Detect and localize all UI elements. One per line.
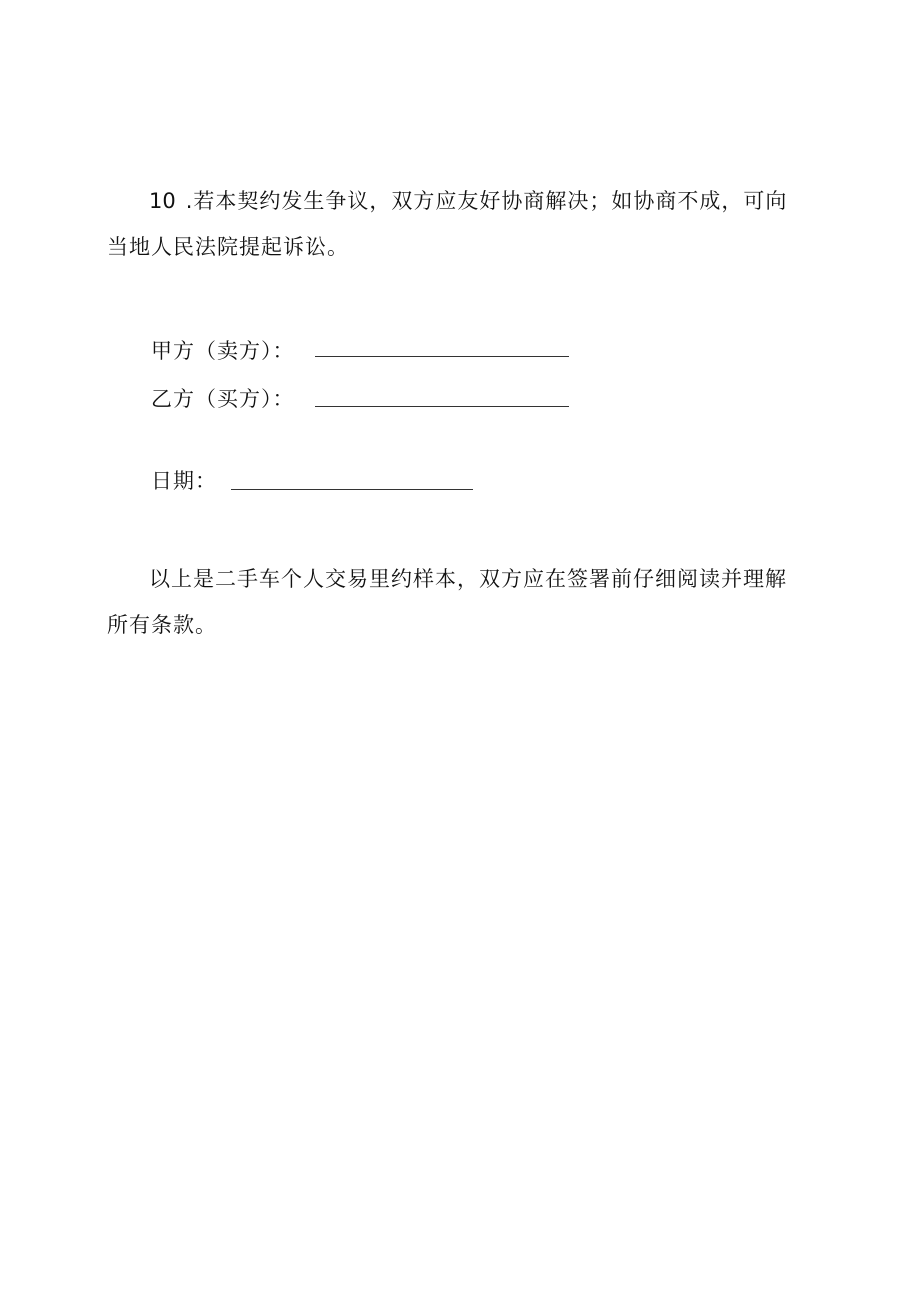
clause-10: [107, 178, 807, 270]
seller-signature-label: 甲方（卖方）：: [151, 339, 295, 363]
buyer-signature-blank: [315, 406, 569, 407]
closing-note: 以上是二手车个人交易里约样本，双方应在签署前仔细阅读并理解所有条款。: [107, 567, 787, 637]
seller-signature-blank: [315, 356, 569, 357]
buyer-signature-label: 乙方（买方）：: [151, 387, 295, 411]
date-label: 日期：: [151, 469, 217, 493]
clause-text: .若本契约发生争议，双方应友好协商解决；如协商不成，可向当地人民法院提起诉讼。: [107, 189, 788, 259]
clause-number: 10: [149, 189, 176, 213]
date-blank: [231, 489, 473, 490]
